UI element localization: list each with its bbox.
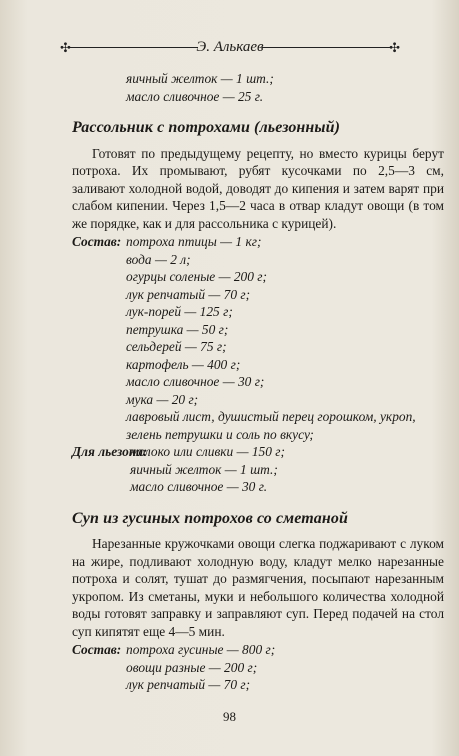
ingredient-line: масло сливочное — 30 г; [126, 374, 265, 389]
header-rule-right [262, 47, 390, 48]
ingredient-line: овощи разные — 200 г; [126, 659, 258, 675]
recipe-text: Готовят по предыдущему рецепту, но вместо курицы берут потроха. Их промывают, рубят кусочками по 2,5—3 см, заливают холодной водой, доводят до кипения и затем варят при слабом кипении. Через 1,5—2 часа в отвар кладут овощи (в том же порядке, как и для рассольника с курицей). [72, 145, 444, 231]
page-number: 98 [223, 709, 236, 724]
header-author: Э. Алькаев [196, 39, 264, 55]
ingredient-line: яичный желток — 1 шт.; [130, 461, 278, 477]
composition-label: Состав: [72, 642, 122, 657]
recipe-title: Суп из гусиных потрохов со сметаной [72, 509, 348, 527]
ingredient-line [72, 443, 444, 461]
ingredient-line: яичный желток — 1 шт.; [126, 71, 274, 86]
ingredient-line [72, 641, 444, 659]
running-header [60, 38, 400, 58]
recipe-title: Рассольник с потрохами (льезонный) [72, 119, 341, 136]
composition-label: Состав: [72, 234, 122, 249]
ingredient-text: потроха птицы — 1 кг; [126, 234, 262, 249]
recipe-text: Нарезанные кружочками овощи слегка поджаривают с луком на жире, подливают холодную воду, кладут мелко нарезанные потроха и солят, тушат до размягчения, посыпают нарезанным укропом. Из сметаны, муки и небольшого количества холодной воды готовят заправку и заправляют суп. Перед подачей на стол суп кипятят еще 4—5 мин. [72, 536, 444, 639]
ingredient-line: лук репчатый — 70 г; [126, 286, 251, 302]
right-ornament-icon: ✣ [389, 40, 400, 55]
ingredient-line: петрушка — 50 г; [126, 321, 229, 337]
ingredient-line: сельдерей — 75 г; [126, 339, 227, 354]
ingredient-line [72, 233, 444, 251]
ingredient-line: лук репчатый — 70 г; [126, 677, 251, 692]
ingredient-line: масло сливочное — 30 г. [130, 479, 268, 494]
ingredient-line: картофель — 400 г; [126, 356, 241, 372]
header-rule-left [70, 47, 198, 48]
ingredient-line: масло сливочное — 25 г. [126, 88, 264, 104]
left-ornament-icon: ✣ [60, 40, 71, 55]
ingredient-line: мука — 20 г; [126, 391, 199, 407]
ingredient-line: лук-порей — 125 г; [126, 304, 233, 319]
ingredient-line: лавровый лист, душистый перец горошком, укроп, зелень петрушки и соль по вкусу; [126, 409, 416, 442]
ingredient-line: вода — 2 л; [126, 251, 191, 267]
ingredient-text: потроха гусиные — 800 г; [126, 642, 276, 657]
ingredient-text: молоко или сливки — 150 г; [130, 444, 285, 459]
page-content [72, 70, 444, 694]
ingredient-line: огурцы соленые — 200 г; [126, 269, 267, 284]
liaison-label: Для льезона: [72, 444, 148, 459]
